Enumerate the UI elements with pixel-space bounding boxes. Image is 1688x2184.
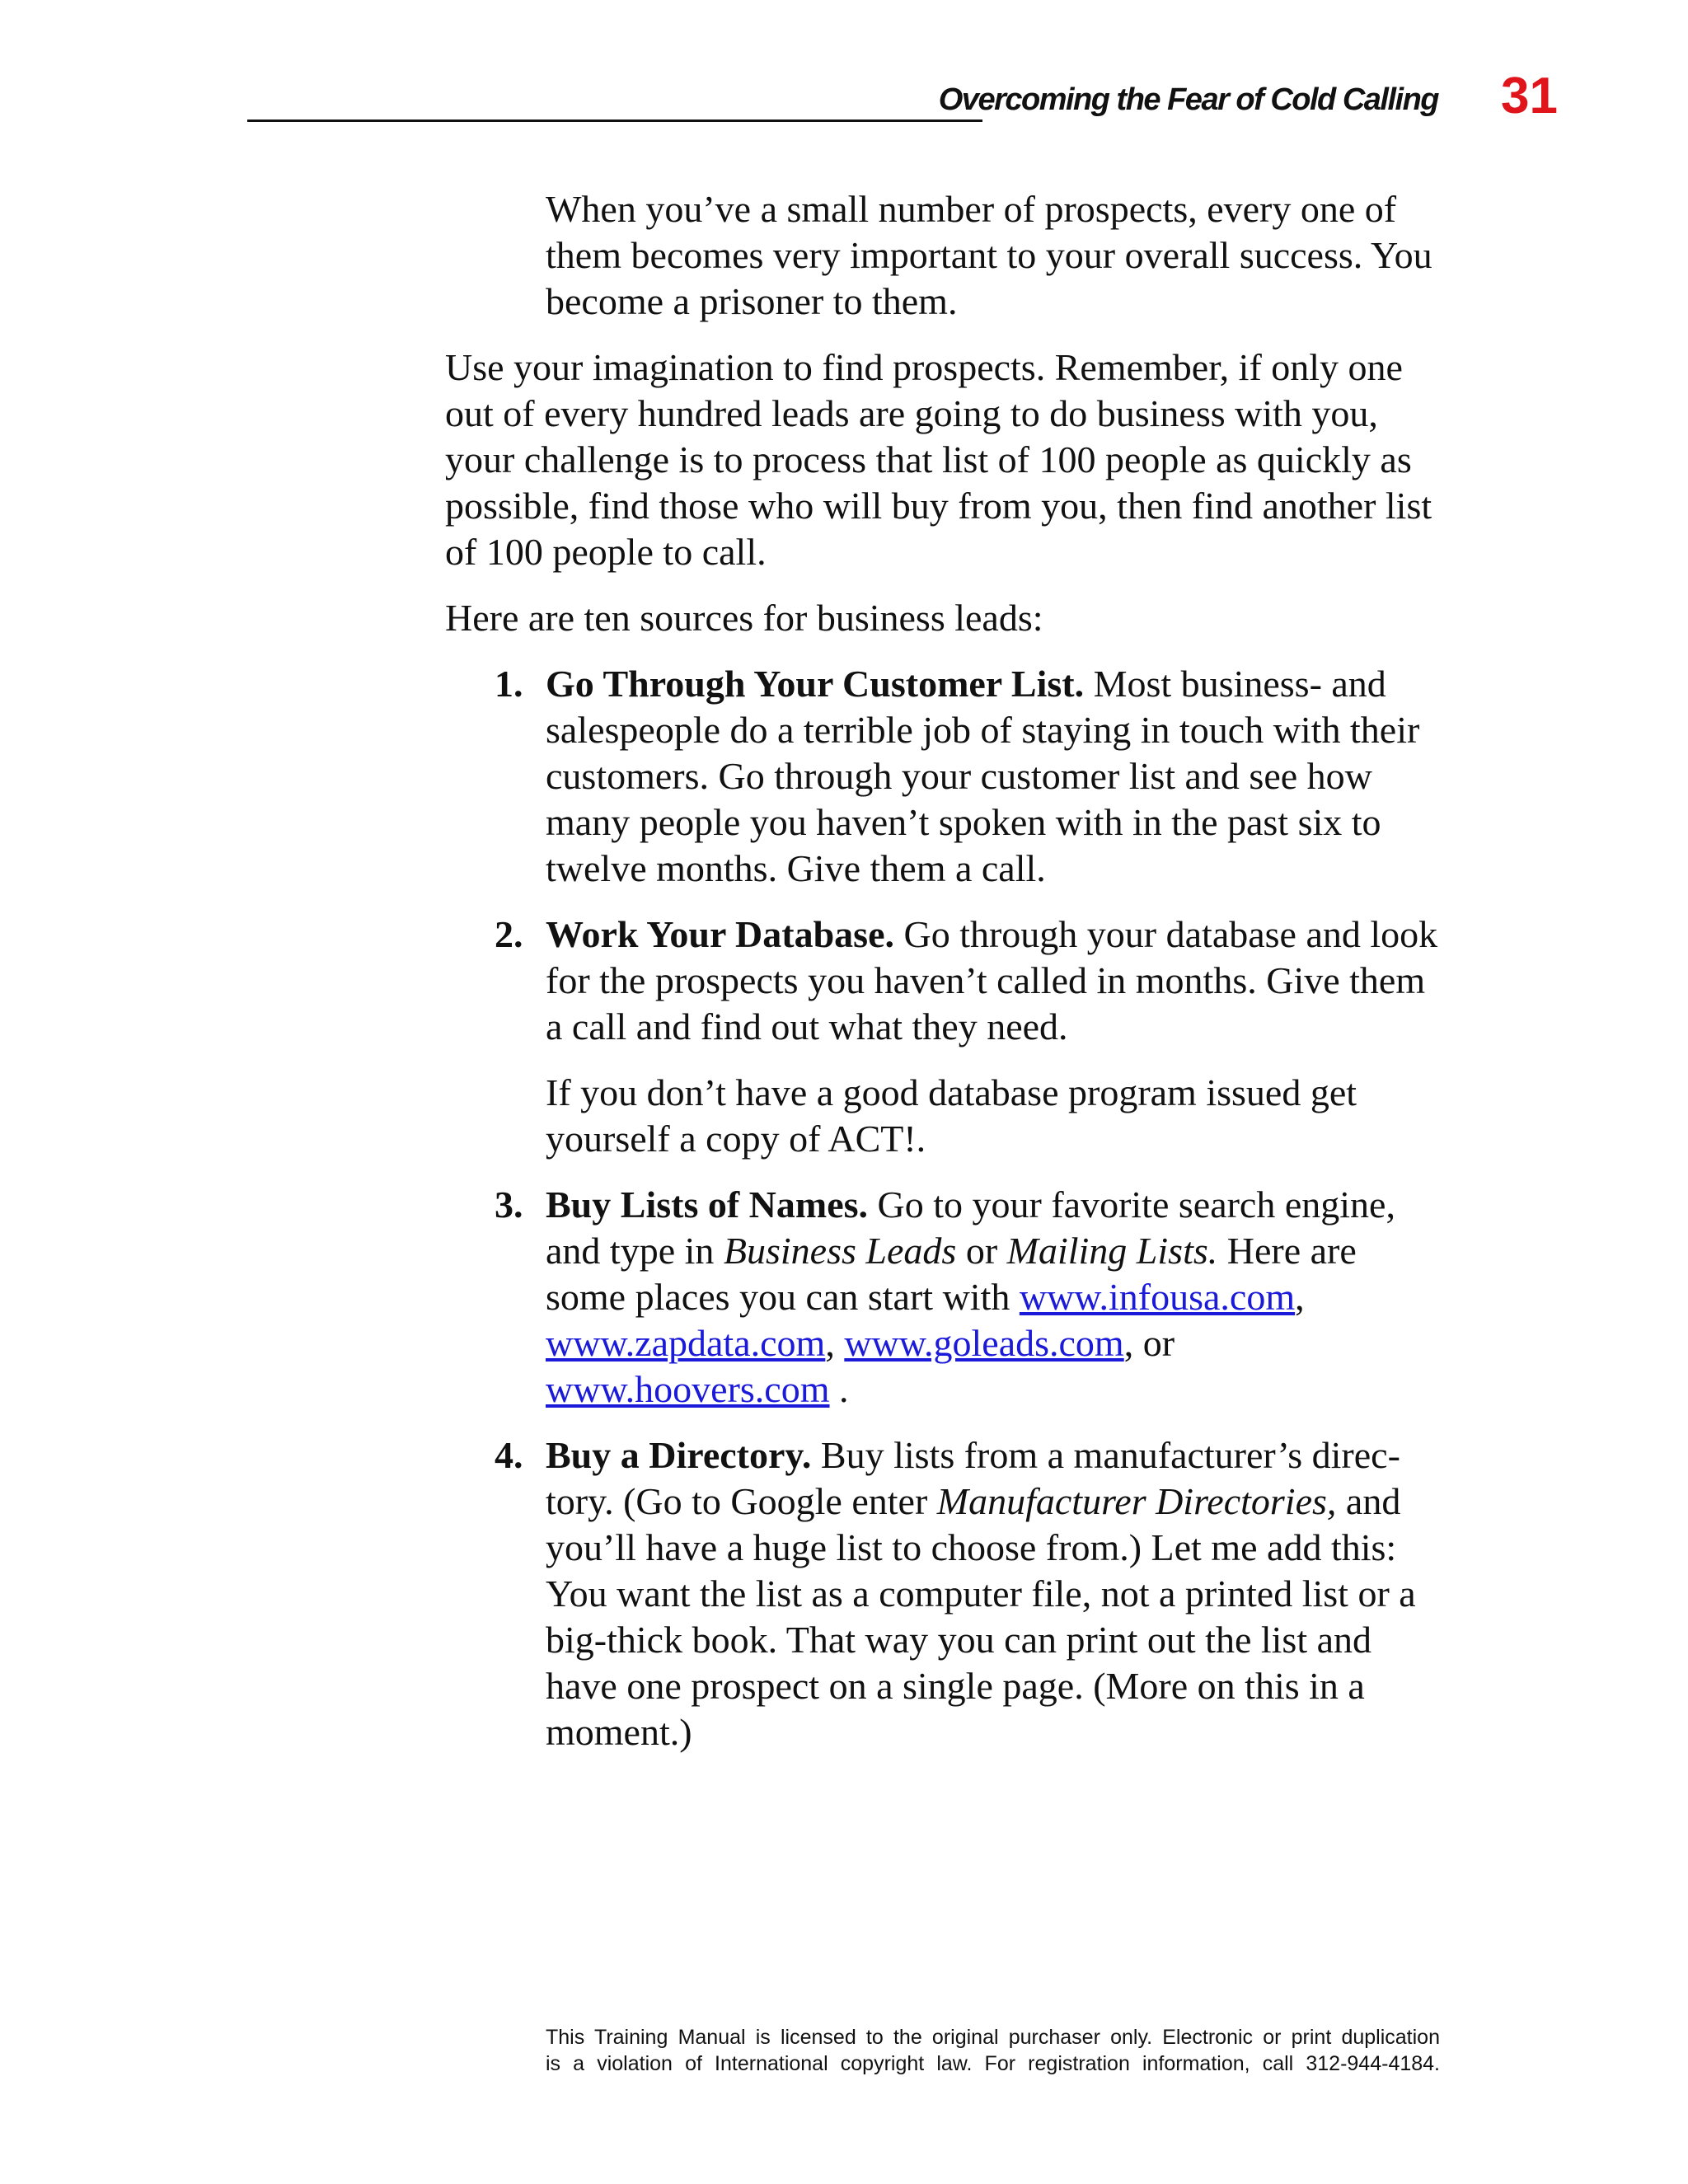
list-item-title: Buy a Directory. <box>546 1434 812 1476</box>
list-item-body <box>546 1182 1442 1413</box>
paragraph-lead-sources: Here are ten sources for business leads: <box>445 597 1043 639</box>
link-goleads[interactable]: www.goleads.com <box>844 1322 1124 1364</box>
paragraph-imagination: Use your imagination to find prospects. Remember, if only one out of every hundred leads are going to do business with you, your challenge is to process that list of 100 people as quickly as possible, find those who will buy from you, then find another list of 100 people to call. <box>445 346 1432 573</box>
footer-line: This Training Manual is licensed to the original purchaser only. Electronic or print duplication <box>546 2026 1440 2049</box>
list-item-number: 2. <box>495 913 523 955</box>
list-item-text: Go through your database and look for the prospects you haven’t called in months. Give them a call and find out what they need. <box>546 913 1438 1047</box>
lead-sources-list <box>445 661 1442 1755</box>
list-item-end: . <box>829 1368 849 1410</box>
list-item-directory <box>445 1432 1442 1755</box>
list-item-title: Buy Lists of Names. <box>546 1183 869 1226</box>
italic-term: Manufacturer Directories, <box>936 1480 1337 1522</box>
italic-term: Mailing Lists. <box>1006 1230 1218 1272</box>
intro-quote: When you’ve a small number of prospects, every one of them becomes very important to your overall success. You become a prisoner to them. <box>546 188 1432 322</box>
footer-line: is a violation of International copyright law. For registration information, call 312-944-4184. <box>546 2052 1440 2075</box>
link-hoovers[interactable]: www.hoovers.com <box>546 1368 830 1410</box>
link-infousa[interactable]: www.infousa.com <box>1019 1276 1296 1318</box>
list-item-text: Buy lists from a manufacturer’s directory. (Go to Google enter <box>546 1434 1400 1522</box>
italic-term: Business Leads <box>723 1230 957 1272</box>
header-rule <box>247 120 982 122</box>
list-item-text: Most business- and salespeople do a terrible job of staying in touch with their customers. Go through your customer list and see how many people you haven’t spoken with in the past six to twelve months. Give them a call. <box>546 663 1420 889</box>
list-item-body <box>546 912 1442 1050</box>
link-separator: , <box>825 1322 845 1364</box>
list-item-note: If you don’t have a good database program issued get yourself a copy of ACT!. <box>546 1071 1357 1160</box>
list-item-title: Go Through Your Customer List. <box>546 663 1085 705</box>
copyright-footer <box>546 2024 1440 2077</box>
link-separator: , <box>1295 1276 1305 1318</box>
list-item-number: 1. <box>495 663 523 705</box>
list-item-customer-list <box>445 661 1442 892</box>
link-zapdata[interactable]: www.zapdata.com <box>546 1322 826 1364</box>
running-head: Overcoming the Fear of Cold Calling <box>938 82 1438 117</box>
list-item-number: 3. <box>495 1183 523 1226</box>
list-item-database <box>445 912 1442 1162</box>
list-item-title: Work Your Database. <box>546 913 894 955</box>
list-item-buy-lists <box>445 1182 1442 1413</box>
list-item-number: 4. <box>495 1434 523 1476</box>
list-item-text: Go to your favorite search engine, and type in <box>546 1183 1395 1272</box>
list-item-body <box>546 1432 1442 1755</box>
link-separator: , or <box>1123 1322 1175 1364</box>
list-item-text: Here are some places you can start with <box>546 1230 1357 1318</box>
page-number: 31 <box>1501 68 1558 124</box>
page-body <box>445 186 1442 1775</box>
list-item-body <box>546 661 1442 892</box>
list-item-text: or <box>956 1230 1007 1272</box>
list-item-text: and you’ll have a huge list to choose from.) Let me add this: You want the list as a computer file, not a printed list or a big-thick book. That way you can print out the list and have one prospect on a single page. (More on this in a moment.) <box>546 1480 1416 1753</box>
